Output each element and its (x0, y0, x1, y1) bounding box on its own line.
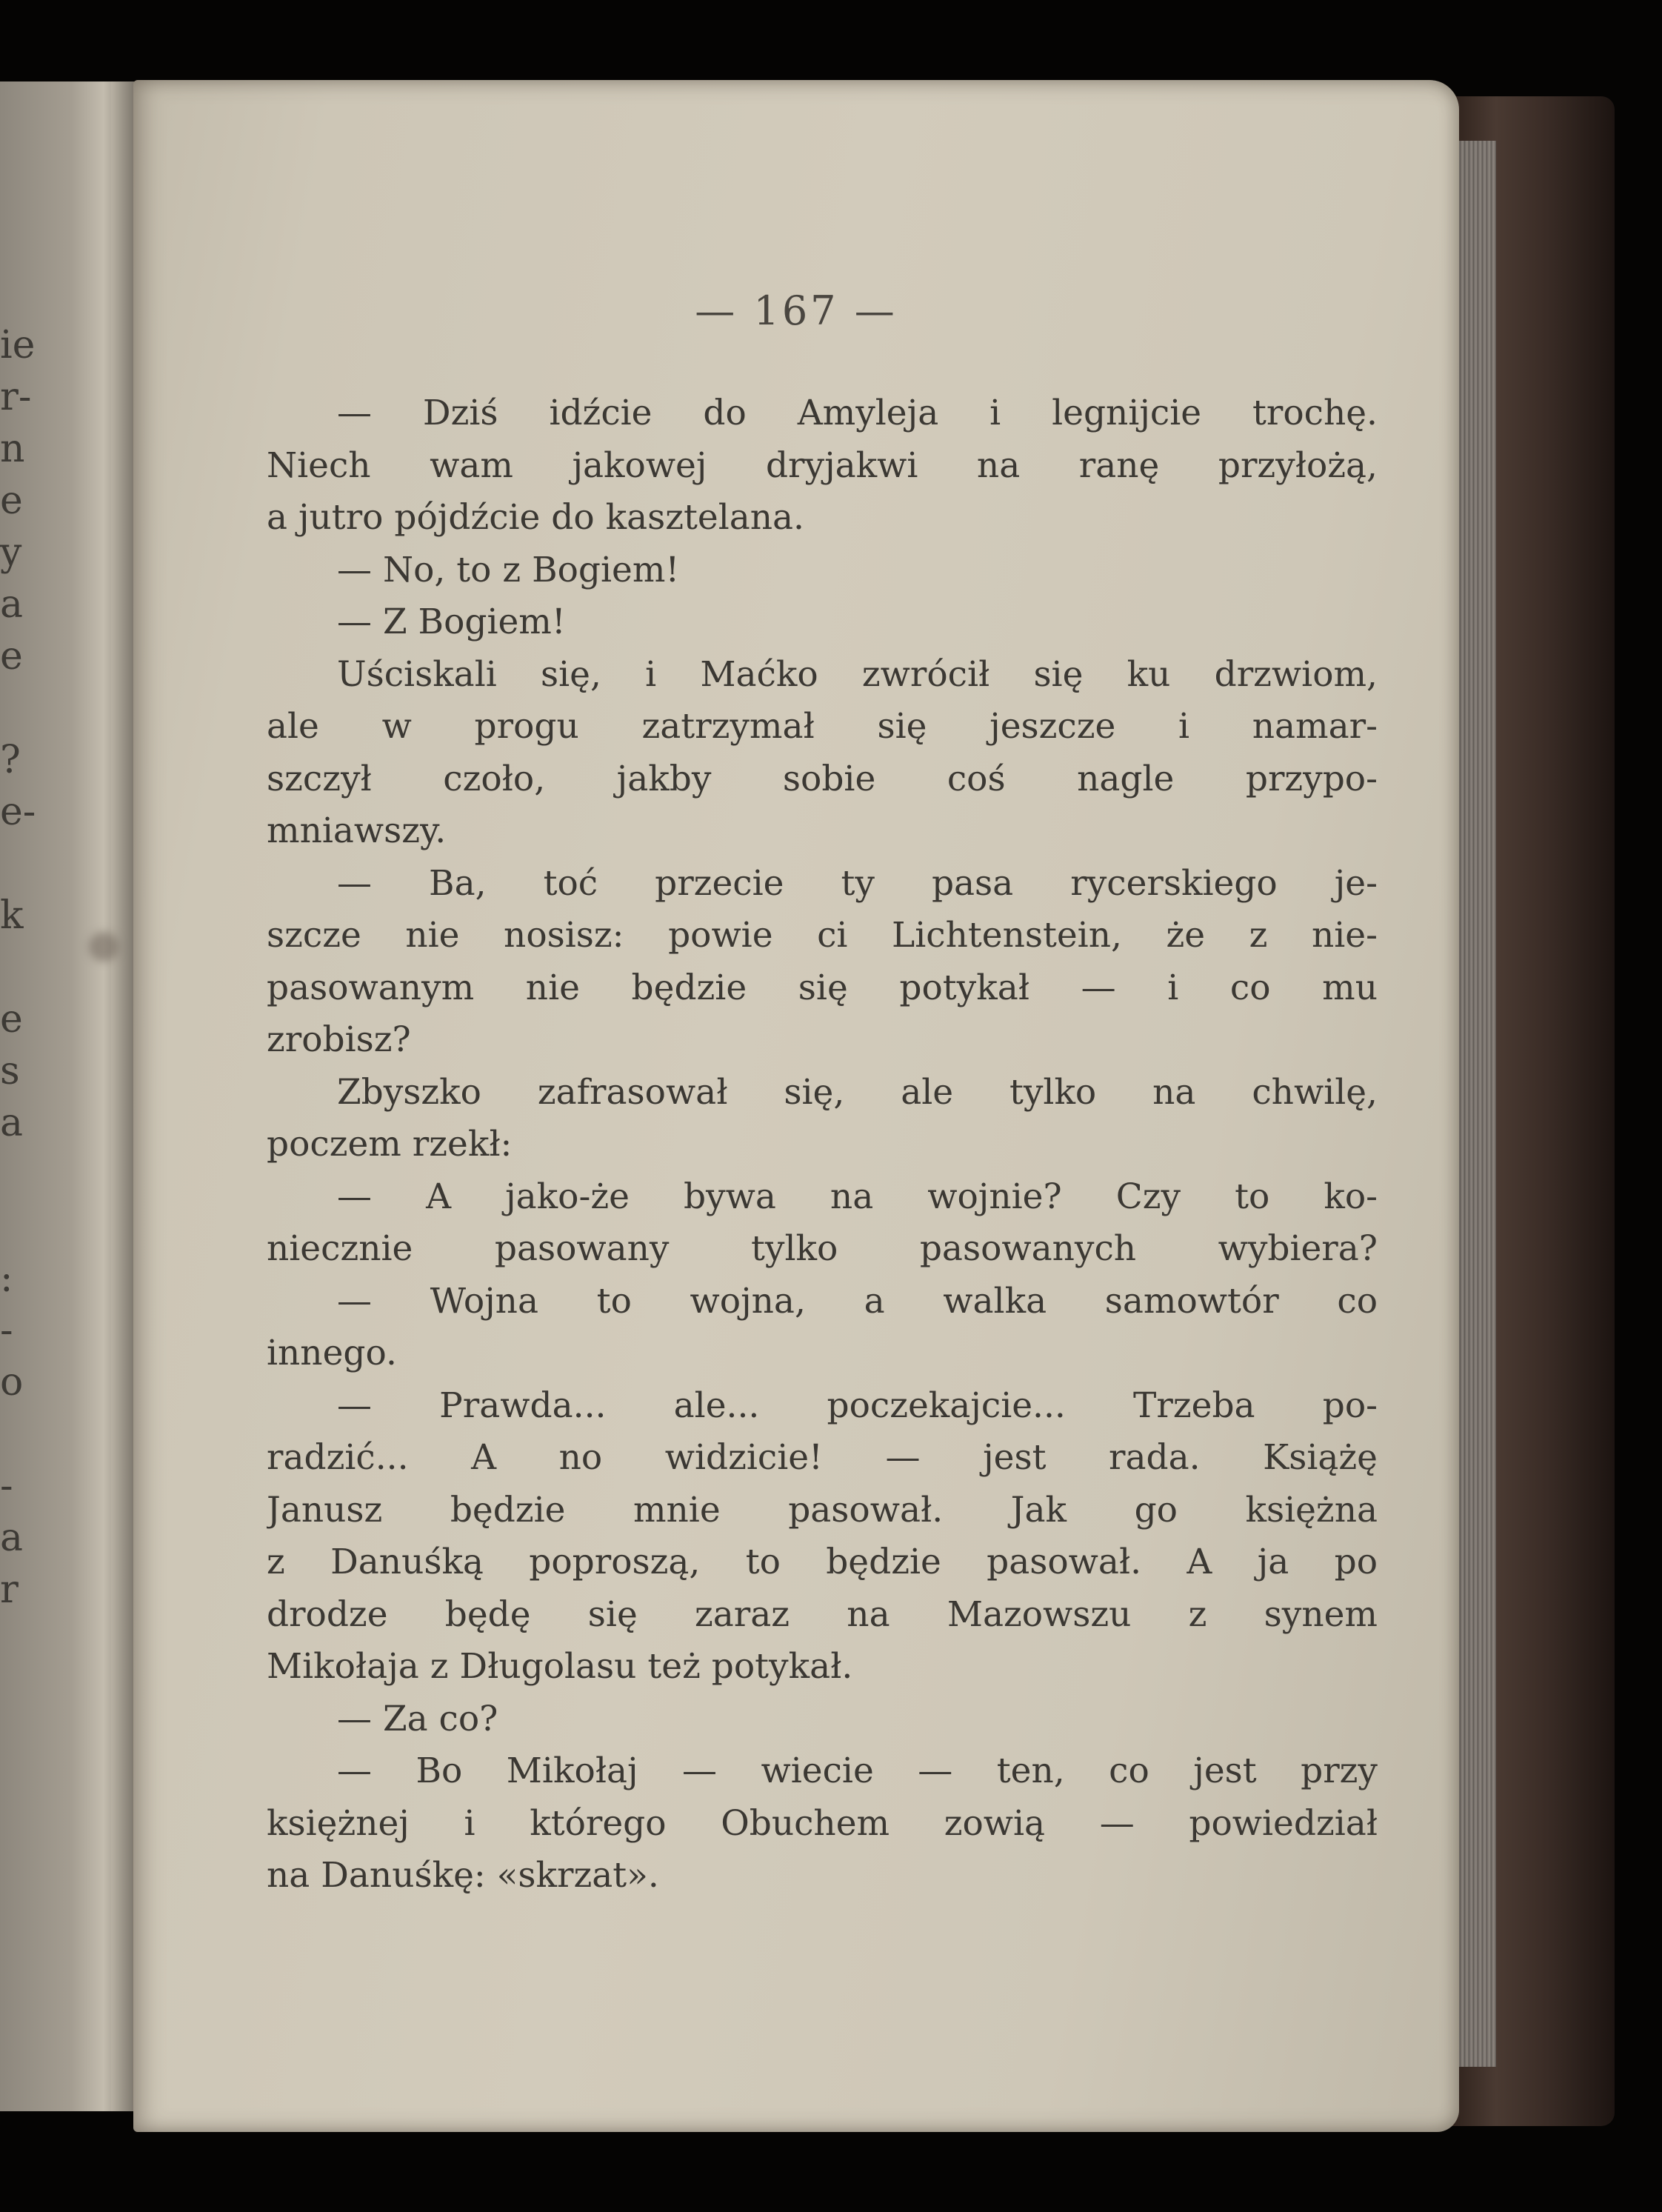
text-line: — Z Bogiem! (337, 602, 566, 642)
text-line: Janusz będzie mnie pasował. Jak go księżna (267, 1489, 1378, 1530)
text-line: Zbyszko zafrasował się, ale tylko na chwilę, (337, 1071, 1378, 1113)
left-fragment: e- (0, 793, 36, 834)
left-fragment: o (0, 1363, 24, 1405)
text-line: — Wojna to wojna, a walka samowtór co (337, 1280, 1378, 1322)
text-line: radzić... A no widzicie! — jest rada. Książę (267, 1437, 1378, 1478)
left-fragment: k (0, 896, 24, 938)
text-line: Mikołaja z Długolasu też potykał. (267, 1646, 853, 1687)
left-fragment: ie (0, 326, 36, 367)
text-line: — No, to z Bogiem! (337, 549, 680, 590)
text-line: Niech wam jakowej dryjakwi na ranę przyłożą, (267, 444, 1378, 486)
text-line: mniawszy. (267, 810, 447, 851)
text-line: ale w progu zatrzymał się jeszcze i namar- (267, 706, 1378, 747)
text-line: — Dziś idźcie do Amyleja i legnijcie trochę. (337, 393, 1378, 433)
text-line: Uściskali się, i Maćko zwrócił się ku drzwiom, (337, 653, 1378, 695)
left-fragment (0, 1156, 44, 1207)
text-line: księżnej i którego Obuchem zowią — powiedział (267, 1802, 1378, 1844)
text-line: z Danuśką poproszą, to będzie pasował. A ja po (267, 1542, 1378, 1582)
left-fragment: s (0, 1052, 20, 1093)
text-line: szcze nie nosisz: powie ci Lichtenstein, że z nie- (267, 915, 1378, 956)
left-fragment: - (0, 1467, 13, 1508)
text-line: poczem rzekł: (267, 1124, 513, 1165)
text-line: innego. (267, 1333, 397, 1373)
text-line: na Danuśkę: «skrzat». (267, 1855, 659, 1896)
book-page (133, 80, 1459, 2132)
left-fragment (0, 1207, 44, 1259)
text-line: zrobisz? (267, 1019, 411, 1060)
text-line: szczył czoło, jakby sobie coś nagle przypo- (267, 758, 1378, 799)
left-fragment: e (0, 1000, 23, 1042)
left-fragment: r- (0, 378, 32, 419)
left-fragment (0, 1415, 44, 1467)
left-fragment (0, 948, 44, 1000)
left-page-text-fragments (0, 326, 44, 1622)
left-fragment: n (0, 430, 25, 471)
left-fragment: e (0, 482, 23, 523)
text-line: — A jako-że bywa na wojnie? Czy to ko- (337, 1176, 1378, 1217)
left-fragment: - (0, 1311, 13, 1353)
text-line: — Bo Mikołaj — wiecie — ten, co jest przy (337, 1750, 1378, 1791)
left-fragment: ? (0, 741, 21, 782)
left-fragment (0, 845, 44, 896)
text-line: — Prawda... ale... poczekajcie... Trzeba po- (337, 1385, 1378, 1426)
text-line: — Za co? (337, 1698, 498, 1739)
text-line: — Ba, toć przecie ty pasa rycerskiego je- (337, 862, 1378, 904)
page-number: — 167 — (695, 287, 898, 334)
left-fragment (0, 689, 44, 741)
page-stain (89, 932, 119, 962)
left-fragment: e (0, 637, 23, 679)
text-line: niecznie pasowany tylko pasowanych wybiera? (267, 1228, 1378, 1269)
left-fragment: r (0, 1570, 19, 1612)
page-body-text (267, 387, 1378, 1902)
left-fragment: a (0, 585, 24, 627)
text-line: drodze będę się zaraz na Mazowszu z synem (267, 1593, 1378, 1635)
left-fragment: a (0, 1104, 24, 1145)
text-line: a jutro pójdźcie do kasztelana. (267, 497, 804, 538)
left-fragment: : (0, 1259, 13, 1301)
left-fragment: y (0, 533, 22, 575)
text-line: pasowanym nie będzie się potykał — i co mu (267, 967, 1378, 1008)
left-fragment: a (0, 1519, 24, 1560)
